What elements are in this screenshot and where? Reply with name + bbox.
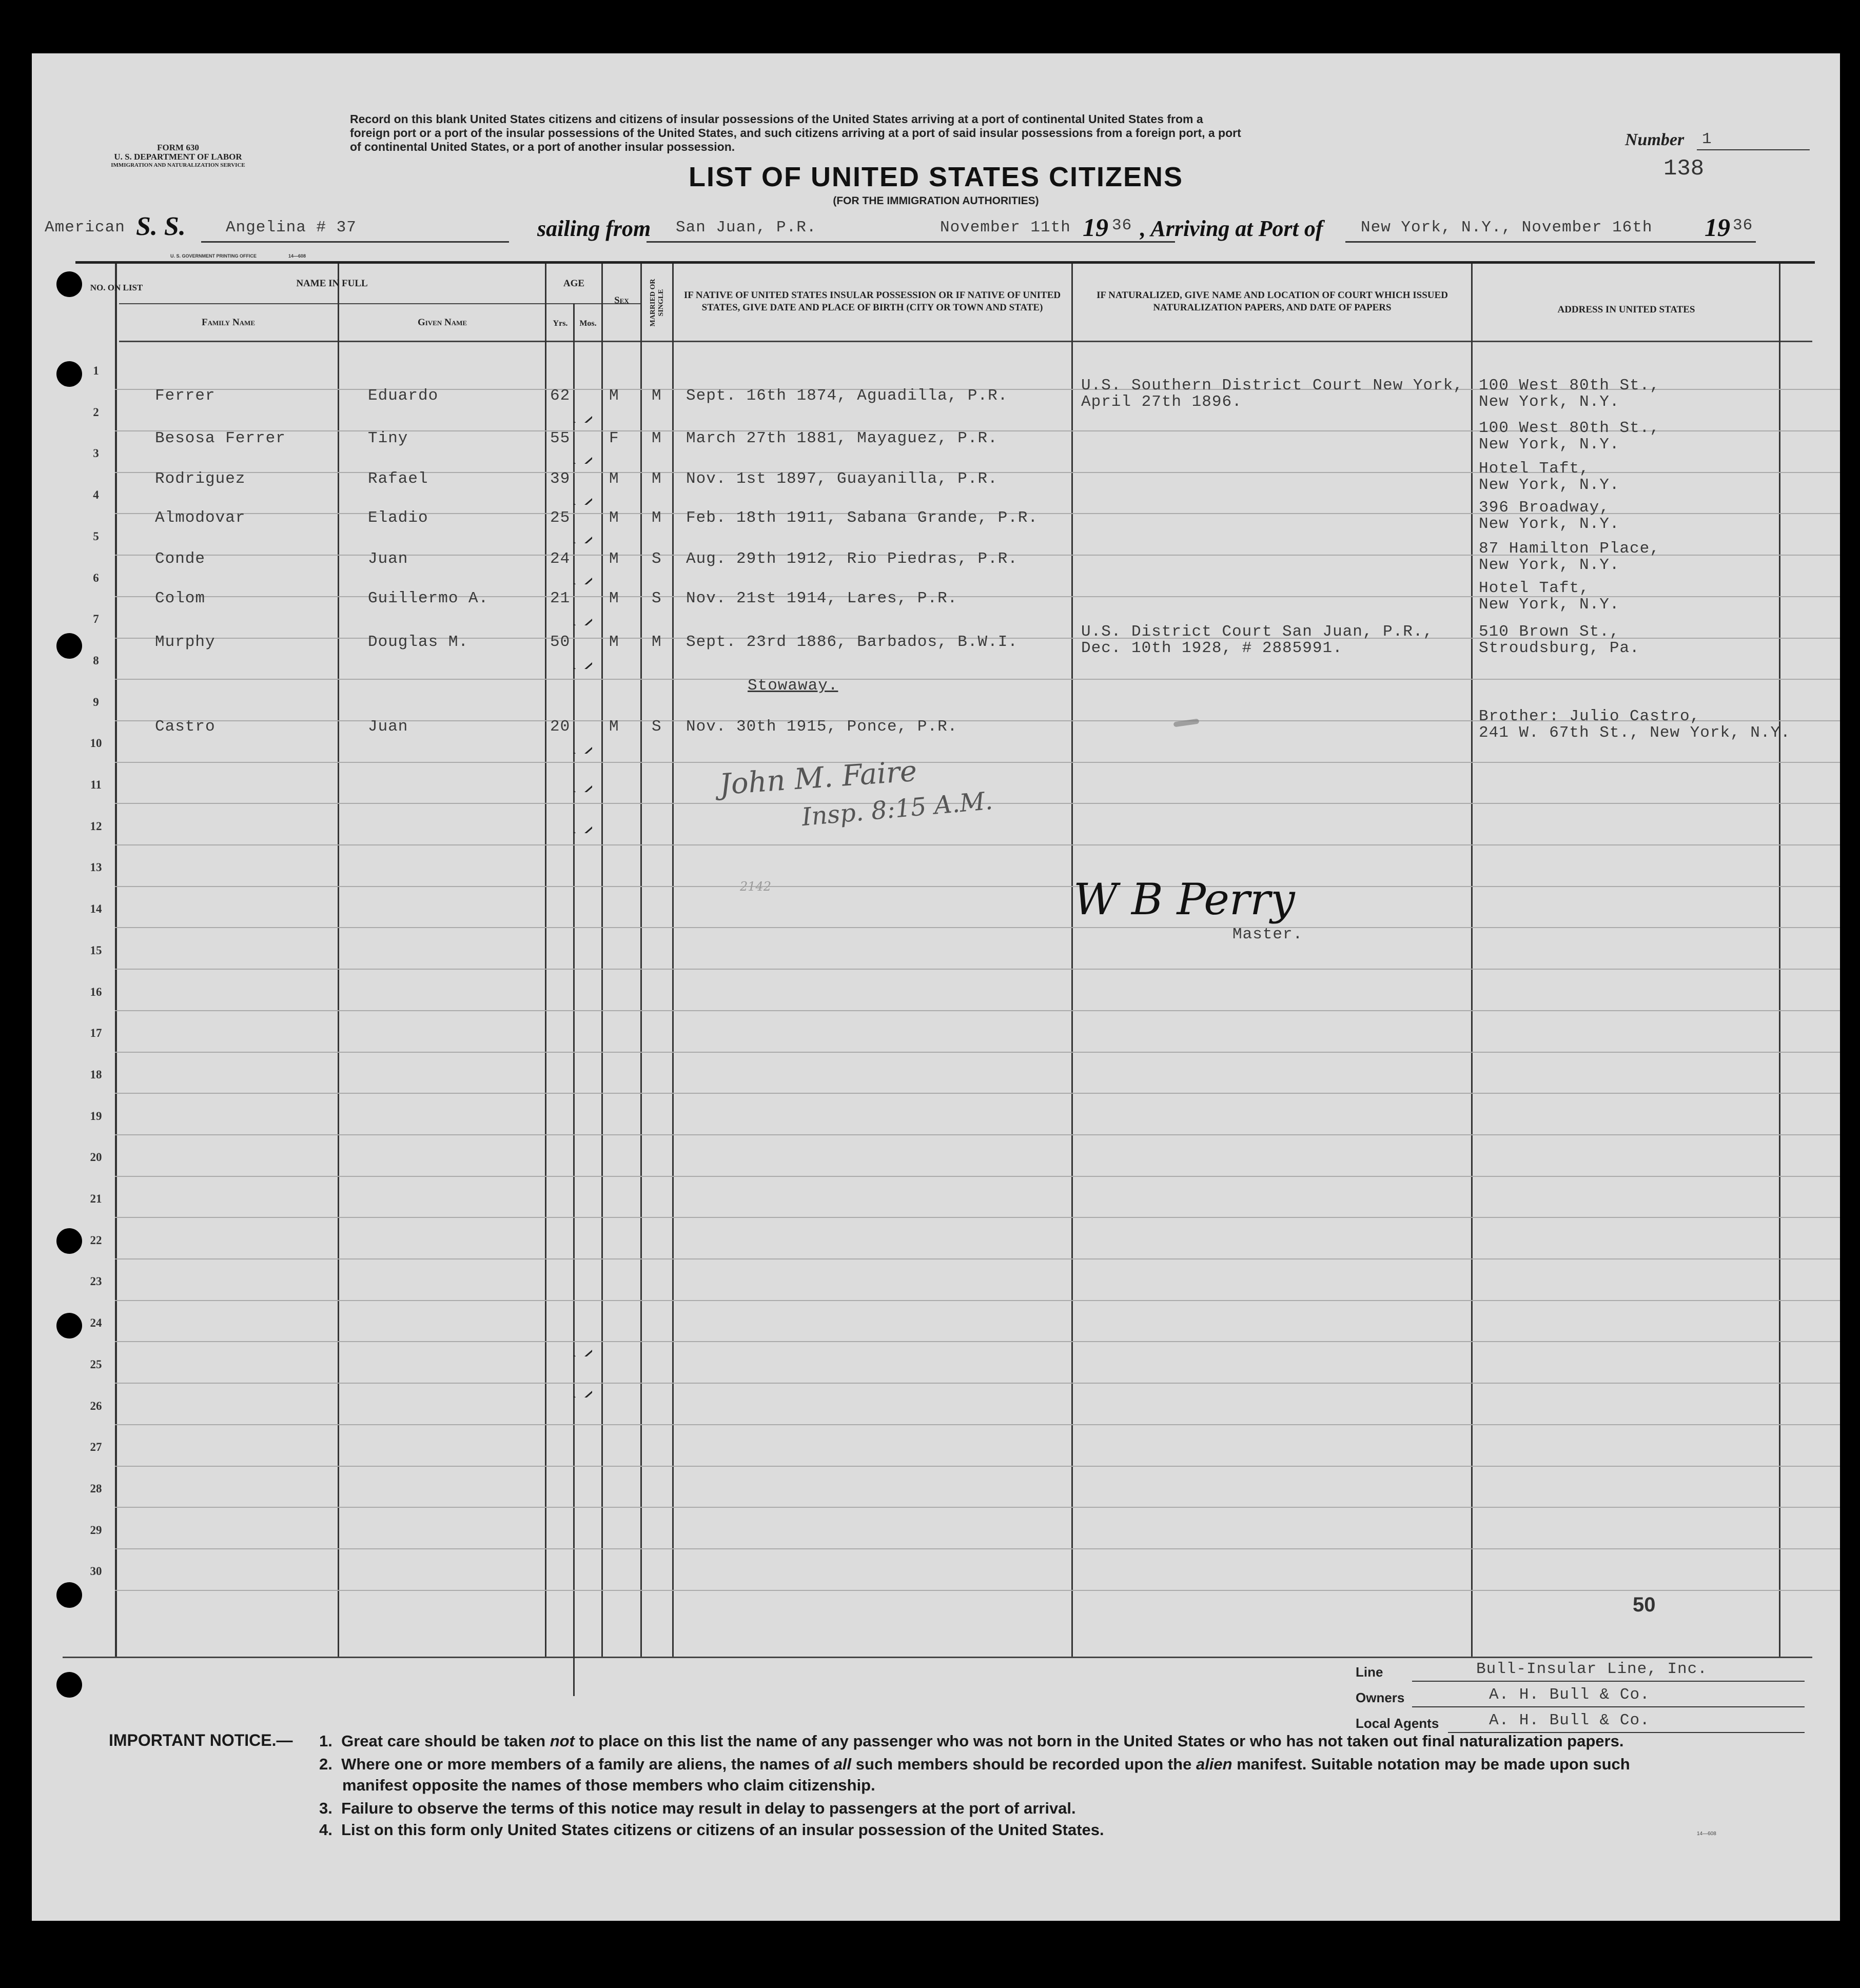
marital-status: S — [652, 589, 662, 607]
arrival-year-prefix: 19 — [1705, 213, 1730, 242]
sex: M — [609, 633, 619, 651]
row-rule — [115, 1383, 1840, 1384]
number-stamp: 138 — [1663, 156, 1705, 182]
address-line-1: Brother: Julio Castro, — [1479, 707, 1700, 725]
given-name: Juan — [368, 718, 408, 736]
naturalization-date: Dec. 10th 1928, # 2885991. — [1081, 639, 1343, 657]
arrival-underline — [1345, 241, 1756, 243]
row-rule — [115, 844, 1840, 845]
row-number: 11 — [90, 778, 102, 791]
name-age-divider — [119, 303, 640, 304]
age-years: 25 — [550, 509, 571, 527]
check-mark — [572, 402, 592, 423]
sailing-year-prefix: 19 — [1083, 213, 1108, 242]
header-naturalized: IF NATURALIZED, GIVE NAME AND LOCATION OF COURT WHICH ISSUED NATURALIZATION PAPERS, AND DATE OF PAPERS — [1097, 290, 1448, 313]
owners-underline — [1412, 1706, 1805, 1707]
printing-note: U. S. GOVERNMENT PRINTING OFFICE — [170, 253, 257, 259]
ship-nationality: American — [45, 219, 125, 237]
address-line-2: New York, N.Y. — [1479, 556, 1620, 574]
manifest-sheet — [32, 53, 1840, 1921]
arrival-year: 36 — [1733, 216, 1753, 234]
inspector-signature: John M. Faire — [718, 754, 918, 802]
given-name: Rafael — [368, 470, 428, 488]
birth-info: Nov. 21st 1914, Lares, P.R. — [686, 589, 958, 607]
header-address: ADDRESS IN UNITED STATES — [1557, 304, 1695, 315]
age-years: 21 — [550, 589, 571, 607]
sex: M — [609, 387, 619, 405]
number-label: Number — [1625, 130, 1685, 149]
row-number: 8 — [93, 654, 99, 667]
header-name-in-full: NAME IN FULL — [296, 278, 368, 289]
header-bottom-border — [119, 341, 1812, 342]
punch-hole — [56, 271, 82, 297]
header-no-on-list: NO. ON LIST — [90, 283, 143, 292]
row-rule — [115, 927, 1840, 928]
row-number: 26 — [90, 1399, 102, 1412]
row-number: 21 — [90, 1192, 102, 1205]
row-number: 29 — [90, 1523, 102, 1537]
notice-text: List on this form only United States citizens or citizens of an insular possession of the United States. — [341, 1821, 1104, 1839]
sex: M — [609, 589, 619, 607]
sex: F — [609, 429, 619, 447]
table-bottom-border — [63, 1657, 1812, 1658]
number-underline — [1697, 149, 1810, 150]
row-number: 16 — [90, 985, 102, 998]
form-code: 14—608 — [1697, 1831, 1716, 1837]
address-line-1: Hotel Taft, — [1479, 460, 1590, 478]
marital-status: M — [652, 633, 662, 651]
birth-info: Sept. 23rd 1886, Barbados, B.W.I. — [686, 633, 1018, 651]
pencil-note: 2142 — [740, 879, 772, 894]
row-rule — [115, 1466, 1840, 1467]
given-name: Eduardo — [368, 387, 439, 405]
notice-text: Failure to observe the terms of this notice may result in delay to passengers at the port of arrival. — [341, 1799, 1076, 1817]
address-line-1: Hotel Taft, — [1479, 579, 1590, 597]
row-number: 19 — [90, 1109, 102, 1123]
address-line-2: New York, N.Y. — [1479, 596, 1620, 614]
notice-text: Where one or more members of a family are aliens, the names of — [341, 1755, 834, 1773]
owners-label: Owners — [1356, 1690, 1405, 1705]
age-years: 39 — [550, 470, 571, 488]
row-number: 4 — [93, 488, 99, 502]
sex: M — [609, 718, 619, 736]
row-number: 24 — [90, 1316, 102, 1330]
check-mark — [572, 1336, 592, 1356]
birth-info: Nov. 30th 1915, Ponce, P.R. — [686, 718, 958, 736]
age-years: 20 — [550, 718, 571, 736]
row-number: 18 — [90, 1068, 102, 1081]
row-rule — [115, 1424, 1840, 1425]
department-name: U. S. DEPARTMENT OF LABOR — [114, 152, 242, 162]
check-mark — [572, 443, 592, 464]
address-line-2: 241 W. 67th St., New York, N.Y. — [1479, 724, 1791, 742]
row-number: 15 — [90, 943, 102, 957]
age-years: 50 — [550, 633, 571, 651]
marital-status: M — [652, 387, 662, 405]
ship-name: Angelina # 37 — [226, 219, 357, 237]
page-number: 50 — [1633, 1593, 1656, 1616]
arrival-port-date: New York, N.Y., November 16th — [1361, 219, 1653, 237]
age-years: 24 — [550, 550, 571, 568]
notice-number: 1. — [319, 1732, 332, 1750]
row-rule — [115, 1176, 1840, 1177]
row-number: 17 — [90, 1027, 102, 1040]
form-number: FORM 630 — [157, 143, 199, 152]
instruction-line: foreign port or a port of the insular possessions of the United States, and such citizens arriving at a port of said insular possessions from a foreign port, a port — [350, 126, 1241, 140]
marital-status: S — [652, 718, 662, 736]
sailing-from-label: sailing from — [537, 216, 651, 241]
punch-hole — [56, 633, 82, 659]
notice-text: to place on this list the name of any passenger who was not born in the United States or who has not taken out final naturalization papers. — [574, 1732, 1624, 1750]
row-number: 25 — [90, 1357, 102, 1371]
address-line-2: New York, N.Y. — [1479, 515, 1620, 533]
given-name: Tiny — [368, 429, 408, 447]
header-birth: IF NATIVE OF UNITED STATES INSULAR POSSESSION OR IF NATIVE OF UNITED STATES, GIVE DATE AND PLACE OF BIRTH (CITY OR TOWN AND STATE) — [683, 290, 1061, 313]
address-line-2: Stroudsburg, Pa. — [1479, 639, 1640, 657]
header-sex: Sex — [614, 295, 629, 306]
row-rule — [115, 1093, 1840, 1094]
row-rule — [115, 762, 1840, 763]
ship-underline — [201, 241, 509, 243]
check-mark — [572, 564, 592, 584]
birth-info: March 27th 1881, Mayaguez, P.R. — [686, 429, 998, 447]
naturalization-court: U.S. Southern District Court New York, — [1081, 377, 1463, 395]
naturalization-date: April 27th 1896. — [1081, 393, 1242, 411]
header-mos: Mos. — [579, 319, 597, 328]
given-name: Guillermo A. — [368, 589, 489, 607]
header-family-name: Family Name — [202, 317, 255, 328]
line-value: Bull-Insular Line, Inc. — [1476, 1660, 1708, 1678]
row-number: 27 — [90, 1441, 102, 1454]
naturalization-court: U.S. District Court San Juan, P.R., — [1081, 623, 1434, 641]
notice-item-3 — [319, 1799, 1076, 1818]
row-rule — [115, 1590, 1840, 1591]
row-rule — [115, 1052, 1840, 1053]
marital-status: M — [652, 470, 662, 488]
marital-status: M — [652, 429, 662, 447]
birth-info: Nov. 1st 1897, Guayanilla, P.R. — [686, 470, 998, 488]
given-name: Douglas M. — [368, 633, 469, 651]
row-number: 13 — [90, 861, 102, 874]
row-rule — [115, 679, 1840, 680]
notice-text: Great care should be taken — [341, 1732, 550, 1750]
notice-emphasis: alien — [1196, 1755, 1232, 1773]
address-line-1: 100 West 80th St., — [1479, 419, 1660, 437]
row-number: 20 — [90, 1151, 102, 1164]
address-line-2: New York, N.Y. — [1479, 436, 1620, 454]
given-name: Eladio — [368, 509, 428, 527]
printing-code: 14—608 — [288, 253, 306, 259]
row-number: 10 — [90, 737, 102, 750]
row-rule — [115, 1258, 1840, 1259]
row-number: 3 — [93, 447, 99, 460]
row-number: 7 — [93, 613, 99, 626]
notice-emphasis: not — [550, 1732, 575, 1750]
notice-item-2 — [319, 1755, 1630, 1774]
row-rule — [115, 1217, 1840, 1218]
sex: M — [609, 509, 619, 527]
owners-value: A. H. Bull & Co. — [1489, 1686, 1650, 1704]
row-number: 2 — [93, 405, 99, 419]
check-mark — [572, 733, 592, 754]
table-top-border — [75, 261, 1815, 264]
check-mark — [572, 484, 592, 505]
sailing-port: San Juan, P.R. — [676, 219, 817, 237]
row-rule — [115, 1300, 1840, 1301]
row-number: 12 — [90, 819, 102, 833]
service-name: IMMIGRATION AND NATURALIZATION SERVICE — [111, 162, 245, 168]
instruction-line: Record on this blank United States citizens and citizens of insular possessions of the United States arriving at a port of continental United States from a — [350, 112, 1203, 126]
address-line-2: New York, N.Y. — [1479, 476, 1620, 494]
marital-status: M — [652, 509, 662, 527]
agents-label: Local Agents — [1356, 1716, 1439, 1731]
sex: M — [609, 470, 619, 488]
family-name: Besosa Ferrer — [155, 429, 286, 447]
punch-hole — [56, 1313, 82, 1339]
row-rule — [115, 1010, 1840, 1011]
notice-emphasis: all — [833, 1755, 852, 1773]
col-divider — [573, 303, 575, 1696]
notice-number: 3. — [319, 1799, 332, 1817]
punch-hole — [56, 1228, 82, 1254]
punch-hole — [56, 361, 82, 387]
notice-text: such members should be recorded upon the — [851, 1755, 1196, 1773]
master-label: Master. — [1232, 926, 1303, 943]
row-number: 14 — [90, 902, 102, 916]
header-given-name: Given Name — [417, 317, 467, 328]
family-name: Almodovar — [155, 509, 246, 527]
line-label: Line — [1356, 1664, 1383, 1680]
sex: M — [609, 550, 619, 568]
family-name: Murphy — [155, 633, 216, 651]
header-married-single: MARRIED OR SINGLE — [649, 279, 665, 327]
check-mark — [572, 523, 592, 543]
punch-hole — [56, 1582, 82, 1608]
master-signature: W B Perry — [1073, 874, 1295, 924]
age-years: 62 — [550, 387, 571, 405]
family-name: Rodriguez — [155, 470, 246, 488]
row-rule — [115, 886, 1840, 887]
page-subtitle: (FOR THE IMMIGRATION AUTHORITIES) — [833, 195, 1039, 207]
notice-number: 4. — [319, 1821, 332, 1839]
notice-item-2-cont: manifest opposite the names of those members who claim citizenship. — [342, 1776, 875, 1794]
notice-item-1 — [319, 1732, 1623, 1750]
arriving-label: , Arriving at Port of — [1140, 216, 1323, 241]
row-number: 28 — [90, 1482, 102, 1495]
row-number: 22 — [90, 1233, 102, 1247]
check-mark — [572, 1377, 592, 1397]
row-number: 5 — [93, 529, 99, 543]
row-rule — [115, 1341, 1840, 1342]
row-number: 6 — [93, 571, 99, 584]
instruction-line: of continental United States, or a port of another insular possession. — [350, 140, 735, 153]
row-number: 1 — [93, 364, 99, 377]
age-years: 55 — [550, 429, 571, 447]
punch-hole — [56, 1672, 82, 1698]
family-name: Conde — [155, 550, 206, 568]
check-mark — [572, 605, 592, 625]
line-underline — [1412, 1681, 1805, 1682]
page-title: LIST OF UNITED STATES CITIZENS — [689, 162, 1183, 192]
address-line-1: 100 West 80th St., — [1479, 377, 1660, 395]
ss-label: S. S. — [136, 212, 186, 241]
family-name: Colom — [155, 589, 206, 607]
sailing-date: November 11th — [940, 219, 1071, 237]
header-age: AGE — [563, 278, 585, 289]
row-rule — [115, 969, 1840, 970]
row-number: 9 — [93, 695, 99, 708]
row-rule — [115, 1134, 1840, 1135]
sailing-year: 36 — [1112, 216, 1132, 234]
address-line-1: 87 Hamilton Place, — [1479, 540, 1660, 558]
address-line-1: 396 Broadway, — [1479, 499, 1610, 517]
given-name: Juan — [368, 550, 408, 568]
marital-status: S — [652, 550, 662, 568]
stowaway-label: Stowaway. — [748, 677, 838, 695]
birth-info: Feb. 18th 1911, Sabana Grande, P.R. — [686, 509, 1039, 527]
check-mark — [572, 648, 592, 669]
birth-info: Sept. 16th 1874, Aguadilla, P.R. — [686, 387, 1008, 405]
notice-item-4 — [319, 1821, 1104, 1839]
row-rule — [115, 1507, 1840, 1508]
family-name: Ferrer — [155, 387, 216, 405]
header-yrs: Yrs. — [553, 319, 568, 328]
address-line-2: New York, N.Y. — [1479, 393, 1620, 411]
family-name: Castro — [155, 718, 216, 736]
row-number: 30 — [90, 1565, 102, 1578]
address-line-1: 510 Brown St., — [1479, 623, 1620, 641]
notice-text: manifest. Suitable notation may be made upon such — [1232, 1755, 1630, 1773]
row-rule — [115, 1548, 1840, 1549]
agents-value: A. H. Bull & Co. — [1489, 1711, 1650, 1729]
row-number: 23 — [90, 1275, 102, 1288]
check-mark — [572, 772, 592, 792]
inspector-note: Insp. 8:15 A.M. — [800, 786, 994, 832]
notice-number: 2. — [319, 1755, 332, 1773]
notice-heading: IMPORTANT NOTICE.— — [109, 1731, 293, 1749]
form-instructions — [350, 112, 1581, 154]
number-value: 1 — [1702, 130, 1712, 148]
birth-info: Aug. 29th 1912, Rio Piedras, P.R. — [686, 550, 1018, 568]
check-mark — [572, 813, 592, 833]
